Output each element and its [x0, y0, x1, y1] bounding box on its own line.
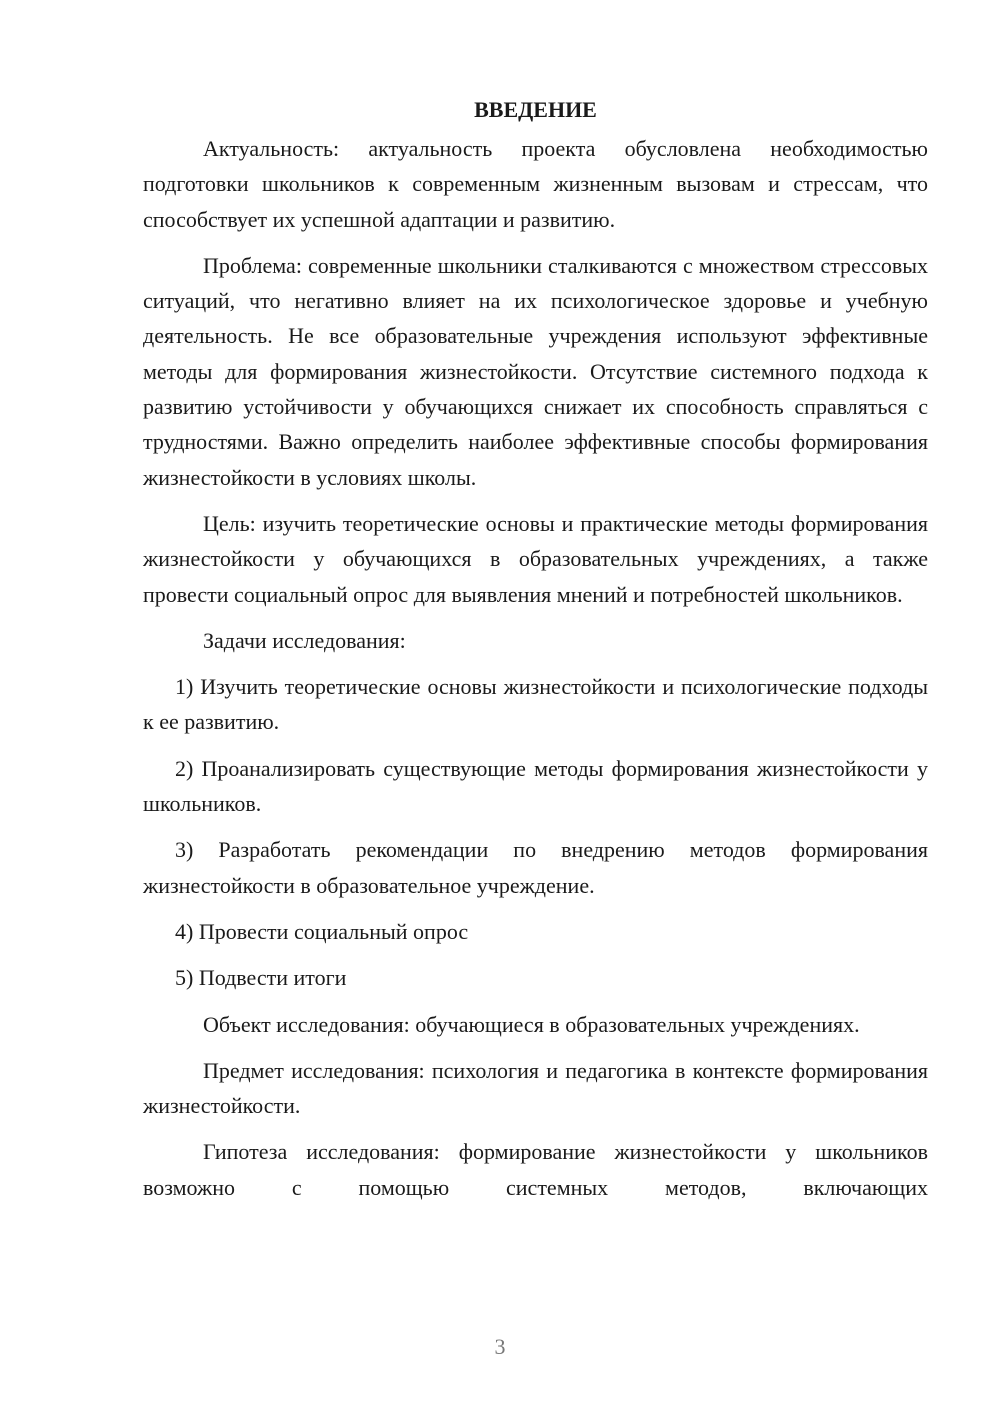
paragraph-tasks-heading: Задачи исследования: — [203, 627, 406, 653]
paragraph-object: Объект исследования: обучающиеся в образовательных учреждениях. — [203, 1011, 860, 1037]
task-item-2: 2) Проанализировать существующие методы формирования жизнестойкости у школьников. — [143, 755, 928, 817]
task-item-1: 1) Изучить теоретические основы жизнестойкости и психологические подходы к ее развитию. — [143, 674, 928, 735]
task-item-5: 5) Подвести итоги — [175, 965, 347, 991]
document-page — [143, 92, 928, 1216]
paragraph-relevance: Актуальность: актуальность проекта обусловлена необходимостью подготовки школьников к современным жизненным вызовам и стрессам, что способствует их успешной адаптации и развитию. — [143, 136, 928, 232]
task-item-4: 4) Провести социальный опрос — [175, 918, 469, 944]
page-number: 3 — [494, 1334, 506, 1359]
task-item-3: 3) Разработать рекомендации по внедрению методов формирования жизнестойкости в образовательное учреждение. — [143, 837, 928, 898]
section-title: ВВЕДЕНИЕ — [474, 97, 597, 122]
paragraph-problem: Проблема: современные школьники сталкиваются с множеством стрессовых ситуаций, что негативно влияет на их психологическое здоровье и учебную деятельность. Не все образовательные учреждения используют эффективные методы для формирования жизнестойкости. Отсутствие системного подхода к развитию устойчивости у обучающихся снижает их способность справляться с трудностями. Важно определить наиболее эффективные способы формирования жизнестойкости в условиях школы. — [143, 252, 928, 490]
paragraph-hypothesis: Гипотеза исследования: формирование жизнестойкости у школьников возможно с помощью системных методов, включающих — [143, 1139, 928, 1200]
paragraph-goal: Цель: изучить теоретические основы и практические методы формирования жизнестойкости у обучающихся в образовательных учреждениях, а также провести социальный опрос для выявления мнений и потребностей школьников. — [143, 510, 928, 607]
paragraph-subject: Предмет исследования: психология и педагогика в контексте формирования жизнестойкости. — [143, 1057, 928, 1119]
